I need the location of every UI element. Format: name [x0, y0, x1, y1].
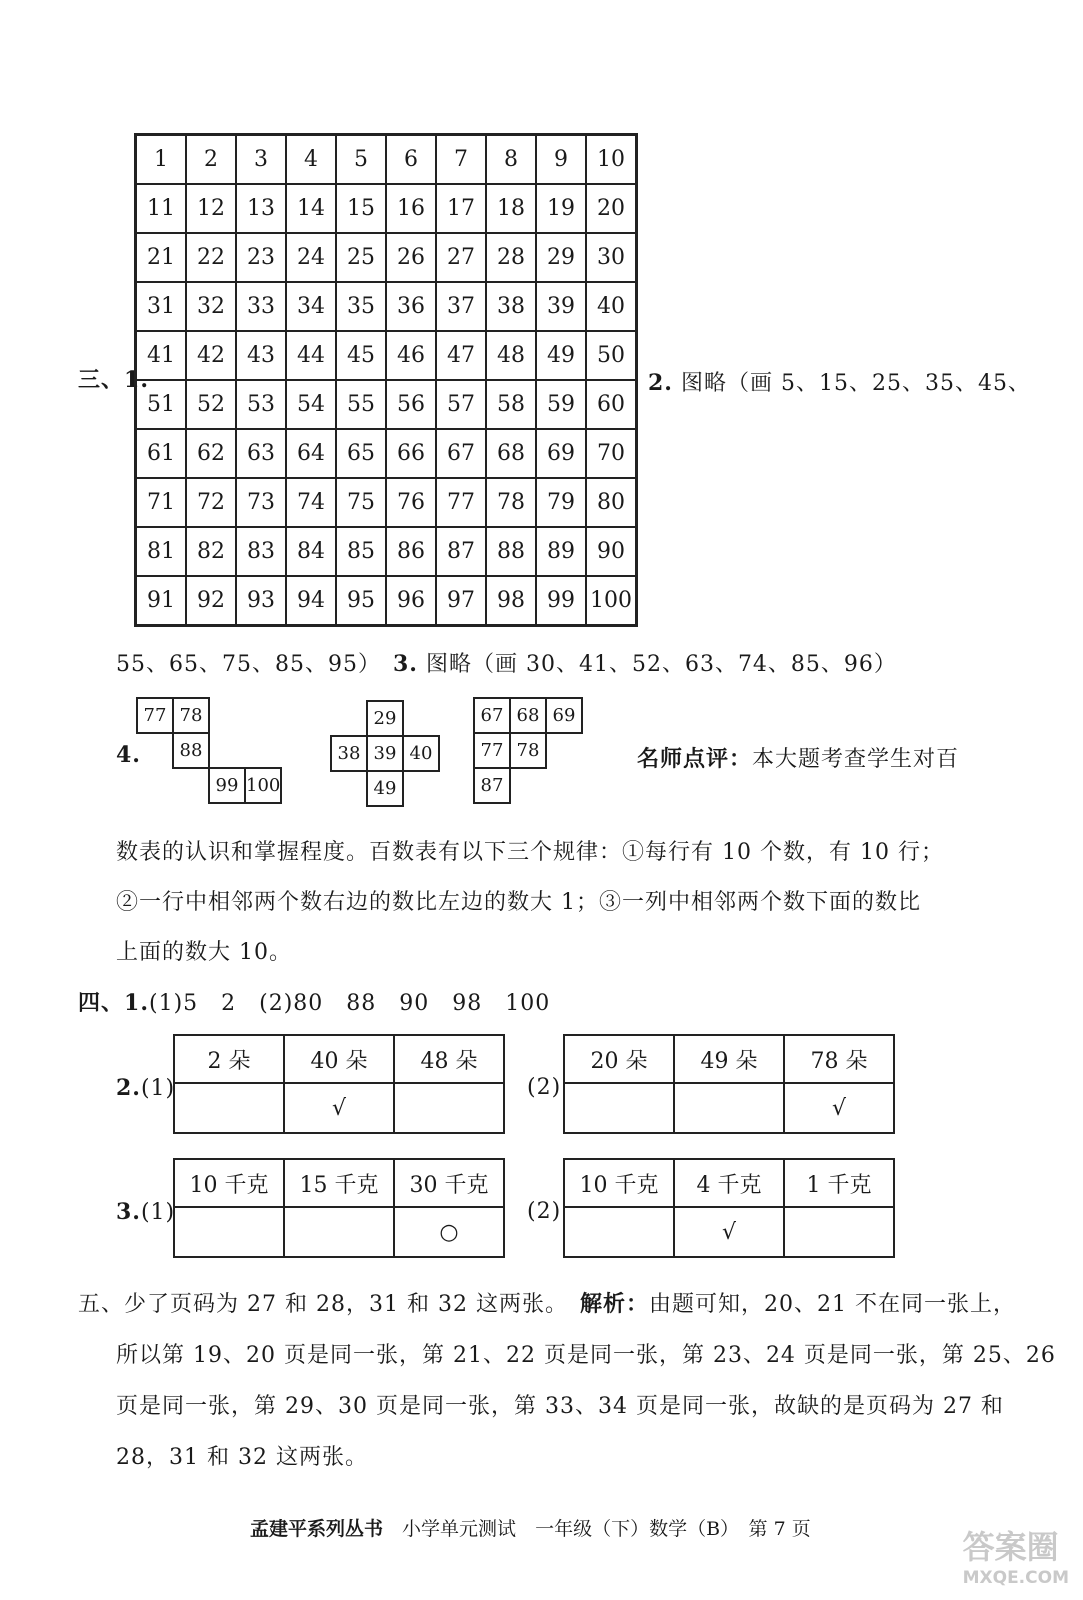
hundred-chart-cell: 22: [186, 233, 236, 282]
hundred-chart-cell: 79: [536, 478, 586, 527]
hundred-chart-cell: 28: [486, 233, 536, 282]
hundred-chart-cell: 51: [136, 380, 187, 429]
hundred-chart-cell: 38: [486, 282, 536, 331]
q4-2-2-label: (2): [527, 1075, 562, 1100]
hundred-chart-cell: 24: [286, 233, 336, 282]
hundred-chart-row: [136, 331, 637, 380]
hundred-chart-cell: 56: [386, 380, 436, 429]
q4-figure-1: 77 78 88 99 100: [136, 697, 282, 804]
hundred-chart-cell: 61: [136, 429, 187, 478]
hundred-chart-cell: 30: [586, 233, 637, 282]
hundred-chart-cell: 72: [186, 478, 236, 527]
hundred-chart-cell: 34: [286, 282, 336, 331]
hundred-chart-cell: 91: [136, 576, 187, 626]
hundred-chart-cell: 10: [586, 135, 637, 185]
hundred-chart-cell: 1: [136, 135, 187, 185]
hundred-chart-row: [136, 380, 637, 429]
section-5-line-2: 所以第 19、20 页是同一张，第 21、22 页是同一张，第 23、24 页是同一张，第 25、26: [116, 1343, 1056, 1368]
q4-figure-3: 67 68 69 77 78 87: [473, 697, 583, 804]
hundred-chart-cell: 11: [136, 184, 187, 233]
watermark: 答案圈 MXQE.COM: [962, 1528, 1069, 1588]
hundred-chart-cell: 63: [236, 429, 286, 478]
teacher-comment-line-3: ②一行中相邻两个数右边的数比左边的数大 1；③一列中相邻两个数下面的数比: [116, 890, 921, 915]
hundred-chart-cell: 13: [236, 184, 286, 233]
hundred-chart-cell: 81: [136, 527, 187, 576]
hundred-chart-cell: 21: [136, 233, 187, 282]
hundred-chart-cell: 41: [136, 331, 187, 380]
hundred-chart-cell: 64: [286, 429, 336, 478]
q4-3-2-label: (2): [527, 1199, 562, 1224]
hundred-chart-cell: 6: [386, 135, 436, 185]
hundred-chart-cell: 90: [586, 527, 637, 576]
hundred-chart-cell: 32: [186, 282, 236, 331]
hundred-chart-cell: 40: [586, 282, 637, 331]
section-4-q1: 四、1.(1)5 2 (2)80 88 90 98 100: [78, 990, 551, 1016]
q4-3-label: 3.(1): [116, 1199, 176, 1225]
q4-2-label: 2.(1): [116, 1075, 176, 1101]
hundred-chart-cell: 71: [136, 478, 187, 527]
q4-figure-2: 29 38 39 40 49: [330, 700, 440, 807]
hundred-chart-cell: 45: [336, 331, 386, 380]
hundred-chart-cell: 39: [536, 282, 586, 331]
hundred-chart-cell: 20: [586, 184, 637, 233]
hundred-chart-cell: 19: [536, 184, 586, 233]
hundred-chart-cell: 95: [336, 576, 386, 626]
q3-4-label: 4.: [116, 742, 141, 768]
hundred-chart-cell: 58: [486, 380, 536, 429]
hundred-chart-row: [136, 576, 637, 626]
section-3-label: 三、1.: [78, 367, 149, 393]
hundred-chart-cell: 7: [436, 135, 486, 185]
section-5-line-4: 28，31 和 32 这两张。: [116, 1445, 368, 1470]
hundred-chart-cell: 15: [336, 184, 386, 233]
hundred-chart-cell: 88: [486, 527, 536, 576]
q3-2-text: 2. 图略（画 5、15、25、35、45、: [648, 370, 1031, 396]
hundred-chart-cell: 93: [236, 576, 286, 626]
hundred-chart-cell: 59: [536, 380, 586, 429]
hundred-chart-cell: 86: [386, 527, 436, 576]
hundred-chart-cell: 2: [186, 135, 236, 185]
page-footer: 孟建平系列丛书 小学单元测试 一年级（下）数学（B） 第 7 页: [250, 1518, 811, 1540]
hundred-chart-cell: 70: [586, 429, 637, 478]
hundred-chart-cell: 5: [336, 135, 386, 185]
section-5-line-1: 五、少了页码为 27 和 28，31 和 32 这两张。 解析：由题可知，20、21 不在同一张上，: [78, 1291, 1016, 1317]
hundred-chart-cell: 29: [536, 233, 586, 282]
hundred-chart-cell: 27: [436, 233, 486, 282]
hundred-chart-row: [136, 527, 637, 576]
teacher-comment-line-1: 名师点评：本大题考查学生对百: [637, 746, 960, 772]
hundred-chart-cell: 52: [186, 380, 236, 429]
hundred-chart-cell: 75: [336, 478, 386, 527]
q3-2-3-line: 55、65、75、85、95） 3. 图略（画 30、41、52、63、74、85、96）: [116, 651, 897, 677]
q4-3-1-table: 10 千克 15 千克 30 千克 ○: [173, 1158, 505, 1258]
hundred-chart-cell: 25: [336, 233, 386, 282]
hundred-chart-cell: 85: [336, 527, 386, 576]
teacher-comment-line-2: 数表的认识和掌握程度。百数表有以下三个规律：①每行有 10 个数，有 10 行；: [116, 840, 944, 865]
hundred-chart-cell: 57: [436, 380, 486, 429]
hundred-chart-row: [136, 184, 637, 233]
hundred-chart-cell: 18: [486, 184, 536, 233]
hundred-chart-cell: 77: [436, 478, 486, 527]
hundred-chart-cell: 89: [536, 527, 586, 576]
hundred-chart-cell: 49: [536, 331, 586, 380]
hundred-chart-row: [136, 135, 637, 185]
hundred-chart-cell: 44: [286, 331, 336, 380]
hundred-chart-cell: 12: [186, 184, 236, 233]
hundred-chart-cell: 96: [386, 576, 436, 626]
hundred-chart-cell: 46: [386, 331, 436, 380]
hundred-chart-cell: 76: [386, 478, 436, 527]
hundred-chart-cell: 82: [186, 527, 236, 576]
hundred-chart-cell: 37: [436, 282, 486, 331]
hundred-chart-row: [136, 233, 637, 282]
hundred-chart-cell: 67: [436, 429, 486, 478]
hundred-chart-cell: 53: [236, 380, 286, 429]
hundred-chart-cell: 14: [286, 184, 336, 233]
hundred-chart-cell: 36: [386, 282, 436, 331]
hundred-chart-cell: 26: [386, 233, 436, 282]
hundred-chart-cell: 73: [236, 478, 286, 527]
q4-3-2-table: 10 千克 4 千克 1 千克 √: [563, 1158, 895, 1258]
hundred-chart-cell: 83: [236, 527, 286, 576]
hundred-chart-cell: 98: [486, 576, 536, 626]
hundred-chart-cell: 92: [186, 576, 236, 626]
hundred-chart-row: [136, 429, 637, 478]
q4-2-2-table: 20 朵 49 朵 78 朵 √: [563, 1034, 895, 1134]
hundred-chart-cell: 54: [286, 380, 336, 429]
hundred-chart: [134, 133, 638, 627]
q4-2-1-table: 2 朵 40 朵 48 朵 √: [173, 1034, 505, 1134]
hundred-chart-cell: 100: [586, 576, 637, 626]
hundred-chart-cell: 74: [286, 478, 336, 527]
hundred-chart-cell: 50: [586, 331, 637, 380]
hundred-chart-cell: 4: [286, 135, 336, 185]
hundred-chart-row: [136, 478, 637, 527]
hundred-chart-cell: 23: [236, 233, 286, 282]
hundred-chart-cell: 17: [436, 184, 486, 233]
hundred-chart-cell: 42: [186, 331, 236, 380]
hundred-chart-cell: 78: [486, 478, 536, 527]
hundred-chart-cell: 99: [536, 576, 586, 626]
hundred-chart-cell: 69: [536, 429, 586, 478]
hundred-chart-cell: 31: [136, 282, 187, 331]
section-5-line-3: 页是同一张，第 29、30 页是同一张，第 33、34 页是同一张，故缺的是页码为 27 和: [116, 1394, 1004, 1419]
hundred-chart-cell: 66: [386, 429, 436, 478]
hundred-chart-cell: 87: [436, 527, 486, 576]
hundred-chart-cell: 47: [436, 331, 486, 380]
teacher-comment-line-4: 上面的数大 10。: [116, 940, 292, 965]
hundred-chart-cell: 84: [286, 527, 336, 576]
hundred-chart-cell: 35: [336, 282, 386, 331]
hundred-chart-cell: 55: [336, 380, 386, 429]
hundred-chart-cell: 68: [486, 429, 536, 478]
hundred-chart-cell: 9: [536, 135, 586, 185]
hundred-chart-cell: 65: [336, 429, 386, 478]
hundred-chart-cell: 16: [386, 184, 436, 233]
hundred-chart-cell: 62: [186, 429, 236, 478]
hundred-chart-cell: 3: [236, 135, 286, 185]
hundred-chart-row: [136, 282, 637, 331]
hundred-chart-cell: 33: [236, 282, 286, 331]
hundred-chart-cell: 80: [586, 478, 637, 527]
hundred-chart-cell: 8: [486, 135, 536, 185]
hundred-chart-cell: 97: [436, 576, 486, 626]
hundred-chart-cell: 60: [586, 380, 637, 429]
hundred-chart-cell: 43: [236, 331, 286, 380]
hundred-chart-cell: 94: [286, 576, 336, 626]
hundred-chart-cell: 48: [486, 331, 536, 380]
